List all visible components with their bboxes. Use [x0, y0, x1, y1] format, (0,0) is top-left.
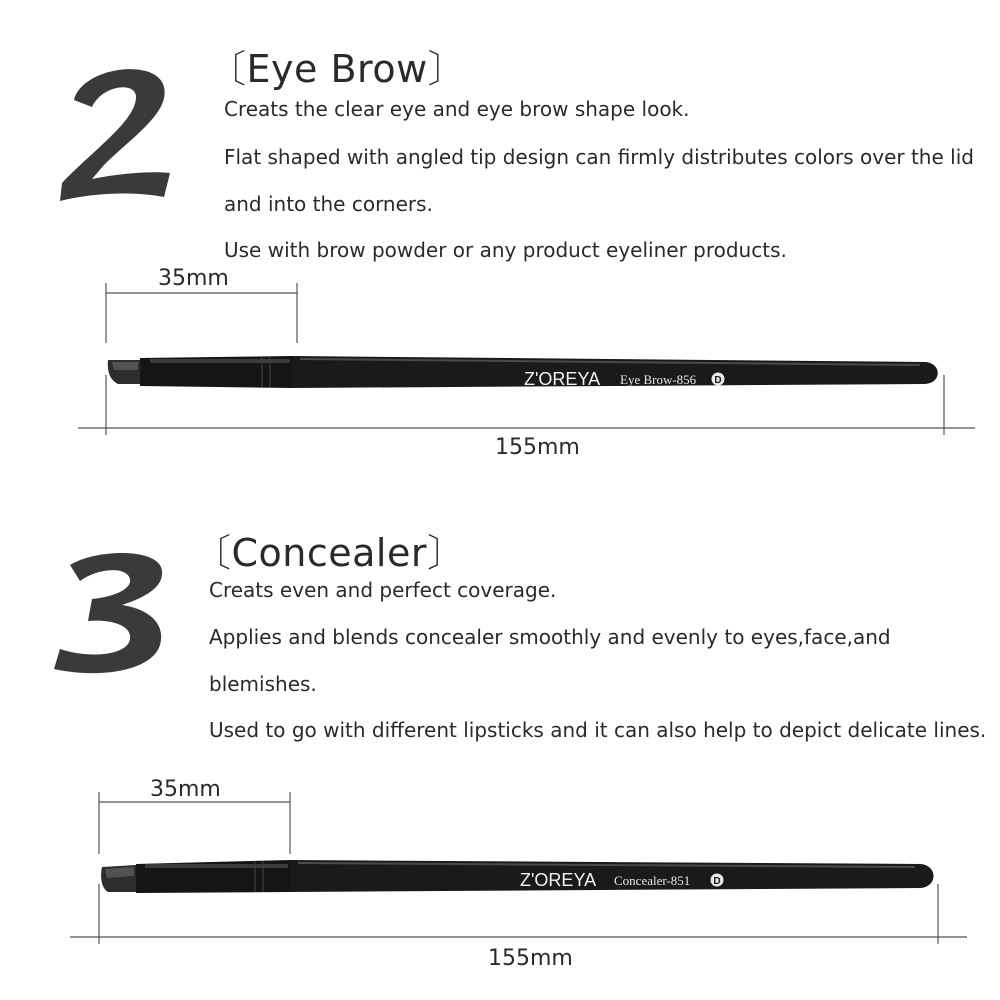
- eye-brow-desc-line-4: Use with brow powder or any product eyeliner products.: [224, 238, 787, 262]
- eye-brow-tip-length-label: 35mm: [158, 266, 229, 291]
- concealer-desc-line-4: Used to go with different lipsticks and it can also help to depict delicate lines.: [209, 718, 987, 742]
- eye-brow-heading: 〔Eye Brow〕: [208, 47, 467, 91]
- concealer-brush-diagram: [0, 792, 1000, 952]
- eye-brow-desc-line-3: and into the corners.: [224, 192, 433, 216]
- brush-body: [108, 356, 938, 388]
- eye-brow-brand-text: Z'OREYA: [524, 369, 601, 389]
- tip-dimension-bracket: [99, 792, 290, 854]
- concealer-total-length-label: 155mm: [488, 946, 573, 971]
- numeral-3-graphic: [40, 545, 180, 680]
- brush-body: [101, 860, 933, 893]
- eye-brow-desc-line-1: Creats the clear eye and eye brow shape look.: [224, 97, 690, 121]
- concealer-section: [0, 500, 1000, 1000]
- tip-dimension-bracket: [106, 283, 297, 343]
- concealer-desc-line-2: Applies and blends concealer smoothly and evenly to eyes,face,and: [209, 625, 891, 649]
- numeral-2-graphic: [52, 55, 182, 205]
- eye-brow-brush-diagram: [0, 280, 1000, 440]
- concealer-desc-line-3: blemishes.: [209, 672, 317, 696]
- eye-brow-badge-text: D: [714, 375, 722, 386]
- concealer-badge-text: D: [713, 876, 721, 887]
- eye-brow-desc-line-2: Flat shaped with angled tip design can firmly distributes colors over the lid: [224, 145, 974, 169]
- eye-brow-section: [0, 0, 1000, 470]
- concealer-desc-line-1: Creats even and perfect coverage.: [209, 578, 557, 602]
- total-dimension-line: [70, 884, 967, 944]
- concealer-brand-text: Z'OREYA: [520, 870, 597, 890]
- eye-brow-model-text: Eye Brow-856: [620, 372, 697, 387]
- concealer-model-text: Concealer-851: [614, 873, 691, 888]
- concealer-heading: 〔Concealer〕: [193, 531, 466, 575]
- eye-brow-total-length-label: 155mm: [495, 435, 580, 460]
- concealer-tip-length-label: 35mm: [150, 777, 221, 802]
